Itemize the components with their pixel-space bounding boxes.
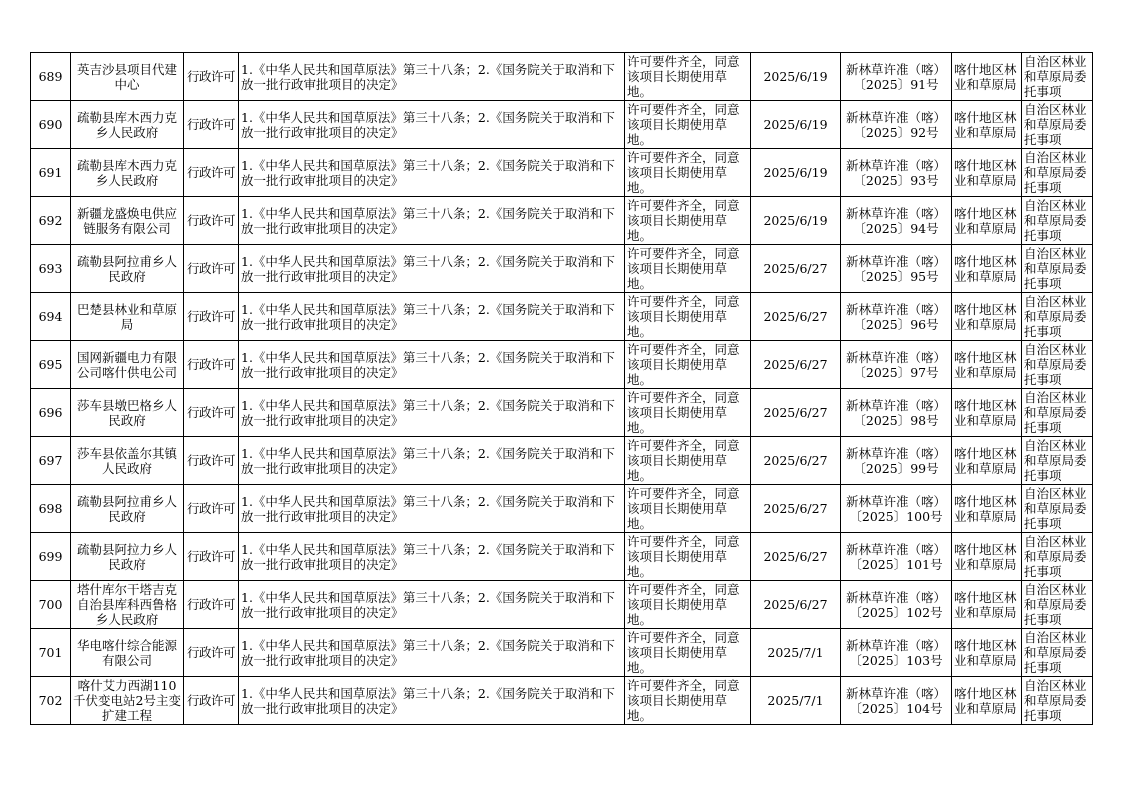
issuing-authority-cell: [952, 341, 1022, 389]
legal-basis-cell: [239, 101, 625, 149]
row-number: 693: [38, 261, 63, 276]
table-row: [31, 677, 1093, 725]
issuing-authority-cell: [952, 533, 1022, 581]
issuing-authority-cell: [952, 437, 1022, 485]
remark-cell: [1022, 341, 1093, 389]
decision-content-cell: [625, 389, 751, 437]
issuing-authority: 喀什地区林业和草原局: [954, 493, 1017, 524]
row-number: 695: [38, 357, 63, 372]
applicant-name: 塔什库尔干塔吉克自治县库科西鲁格乡人民政府: [76, 582, 177, 627]
permit-type: 行政许可: [186, 453, 235, 468]
decision-date-cell: [751, 533, 841, 581]
remark-cell: [1022, 149, 1093, 197]
decision-date: 2025/6/27: [763, 357, 828, 372]
document-number: 新林草许准（喀）〔2025〕102号: [845, 589, 946, 620]
applicant-name: 喀什艾力西湖110千伏变电站2号主变扩建工程: [73, 678, 181, 723]
table-row: [31, 581, 1093, 629]
document-number-cell: [841, 485, 952, 533]
remark: 自治区林业和草原局委托事项: [1024, 678, 1087, 723]
decision-date-cell: [751, 581, 841, 629]
decision-content-cell: [625, 341, 751, 389]
decision-content: 许可要件齐全，同意该项目长期使用草地。: [627, 102, 740, 147]
applicant-name: 莎车县墩巴格乡人民政府: [76, 397, 177, 428]
decision-date: 2025/6/27: [763, 597, 828, 612]
decision-date-cell: [751, 677, 841, 725]
applicant-name: 国网新疆电力有限公司喀什供电公司: [76, 349, 177, 380]
remark-cell: [1022, 245, 1093, 293]
decision-date-cell: [751, 485, 841, 533]
remark: 自治区林业和草原局委托事项: [1024, 150, 1087, 195]
row-number-cell: [31, 533, 71, 581]
remark: 自治区林业和草原局委托事项: [1024, 582, 1087, 627]
permit-type: 行政许可: [186, 693, 235, 708]
remark: 自治区林业和草原局委托事项: [1024, 198, 1087, 243]
applicant-name: 疏勒县库木西力克乡人民政府: [76, 109, 177, 140]
table-row: [31, 149, 1093, 197]
legal-basis: 1.《中华人民共和国草原法》第三十八条；2.《国务院关于取消和下放一批行政审批项目的决定》: [241, 253, 615, 284]
permit-type-cell: [184, 245, 239, 293]
applicant-name-cell: [71, 197, 184, 245]
legal-basis: 1.《中华人民共和国草原法》第三十八条；2.《国务院关于取消和下放一批行政审批项目的决定》: [241, 397, 615, 428]
permit-type: 行政许可: [186, 213, 235, 228]
decision-date-cell: [751, 53, 841, 101]
decision-content: 许可要件齐全，同意该项目长期使用草地。: [627, 486, 740, 531]
table-row: [31, 389, 1093, 437]
applicant-name: 疏勒县阿拉甫乡人民政府: [76, 253, 177, 284]
decision-date-cell: [751, 293, 841, 341]
decision-content: 许可要件齐全，同意该项目长期使用草地。: [627, 246, 740, 291]
permit-type: 行政许可: [186, 357, 235, 372]
row-number: 699: [38, 549, 63, 564]
issuing-authority: 喀什地区林业和草原局: [954, 109, 1017, 140]
applicant-name-cell: [71, 341, 184, 389]
table-row: [31, 485, 1093, 533]
issuing-authority: 喀什地区林业和草原局: [954, 205, 1017, 236]
legal-basis-cell: [239, 53, 625, 101]
row-number: 689: [38, 69, 63, 84]
document-number-cell: [841, 53, 952, 101]
issuing-authority: 喀什地区林业和草原局: [954, 541, 1017, 572]
table-row: [31, 53, 1093, 101]
document-number-cell: [841, 437, 952, 485]
issuing-authority: 喀什地区林业和草原局: [954, 61, 1017, 92]
permit-type: 行政许可: [186, 501, 235, 516]
remark-cell: [1022, 437, 1093, 485]
permit-type-cell: [184, 149, 239, 197]
applicant-name: 莎车县依盖尔其镇人民政府: [76, 445, 177, 476]
document-number-cell: [841, 101, 952, 149]
decision-content: 许可要件齐全，同意该项目长期使用草地。: [627, 342, 740, 387]
decision-date: 2025/6/27: [763, 405, 828, 420]
permit-type: 行政许可: [186, 261, 235, 276]
issuing-authority-cell: [952, 389, 1022, 437]
decision-content-cell: [625, 677, 751, 725]
decision-content-cell: [625, 485, 751, 533]
decision-content: 许可要件齐全，同意该项目长期使用草地。: [627, 54, 740, 99]
decision-date: 2025/6/27: [763, 453, 828, 468]
table-row: [31, 533, 1093, 581]
row-number-cell: [31, 149, 71, 197]
decision-content: 许可要件齐全，同意该项目长期使用草地。: [627, 390, 740, 435]
legal-basis: 1.《中华人民共和国草原法》第三十八条；2.《国务院关于取消和下放一批行政审批项目的决定》: [241, 109, 615, 140]
document-number: 新林草许准（喀）〔2025〕91号: [845, 61, 946, 92]
issuing-authority-cell: [952, 677, 1022, 725]
document-number-cell: [841, 197, 952, 245]
row-number-cell: [31, 629, 71, 677]
row-number: 697: [38, 453, 63, 468]
permit-type-cell: [184, 581, 239, 629]
row-number-cell: [31, 341, 71, 389]
table-body: [31, 53, 1093, 725]
applicant-name-cell: [71, 293, 184, 341]
row-number-cell: [31, 101, 71, 149]
table-row: [31, 245, 1093, 293]
legal-basis: 1.《中华人民共和国草原法》第三十八条；2.《国务院关于取消和下放一批行政审批项目的决定》: [241, 493, 615, 524]
decision-content: 许可要件齐全，同意该项目长期使用草地。: [627, 150, 740, 195]
remark: 自治区林业和草原局委托事项: [1024, 54, 1087, 99]
applicant-name-cell: [71, 677, 184, 725]
decision-date-cell: [751, 101, 841, 149]
row-number-cell: [31, 245, 71, 293]
row-number-cell: [31, 53, 71, 101]
document-number-cell: [841, 341, 952, 389]
permit-type: 行政许可: [186, 597, 235, 612]
applicant-name-cell: [71, 389, 184, 437]
permit-type: 行政许可: [186, 405, 235, 420]
row-number-cell: [31, 293, 71, 341]
legal-basis: 1.《中华人民共和国草原法》第三十八条；2.《国务院关于取消和下放一批行政审批项目的决定》: [241, 205, 615, 236]
remark: 自治区林业和草原局委托事项: [1024, 390, 1087, 435]
decision-content: 许可要件齐全，同意该项目长期使用草地。: [627, 582, 740, 627]
issuing-authority: 喀什地区林业和草原局: [954, 397, 1017, 428]
permit-type: 行政许可: [186, 549, 235, 564]
document-number: 新林草许准（喀）〔2025〕96号: [845, 301, 946, 332]
decision-content-cell: [625, 533, 751, 581]
document-number: 新林草许准（喀）〔2025〕92号: [845, 109, 946, 140]
issuing-authority-cell: [952, 485, 1022, 533]
applicant-name: 新疆龙盛焕电供应链服务有限公司: [76, 205, 177, 236]
issuing-authority: 喀什地区林业和草原局: [954, 589, 1017, 620]
applicant-name: 疏勒县阿拉力乡人民政府: [76, 541, 177, 572]
decision-content-cell: [625, 293, 751, 341]
document-number: 新林草许准（喀）〔2025〕103号: [845, 637, 946, 668]
permit-type-cell: [184, 293, 239, 341]
remark-cell: [1022, 581, 1093, 629]
permit-type: 行政许可: [186, 165, 235, 180]
row-number: 702: [38, 693, 63, 708]
issuing-authority-cell: [952, 293, 1022, 341]
decision-date-cell: [751, 149, 841, 197]
applicant-name-cell: [71, 53, 184, 101]
issuing-authority-cell: [952, 101, 1022, 149]
legal-basis: 1.《中华人民共和国草原法》第三十八条；2.《国务院关于取消和下放一批行政审批项目的决定》: [241, 637, 615, 668]
document-number: 新林草许准（喀）〔2025〕95号: [845, 253, 946, 284]
decision-content: 许可要件齐全，同意该项目长期使用草地。: [627, 534, 740, 579]
permit-type: 行政许可: [186, 309, 235, 324]
decision-date-cell: [751, 245, 841, 293]
remark-cell: [1022, 53, 1093, 101]
issuing-authority: 喀什地区林业和草原局: [954, 349, 1017, 380]
issuing-authority: 喀什地区林业和草原局: [954, 301, 1017, 332]
applicant-name: 英吉沙县项目代建中心: [76, 61, 177, 92]
legal-basis-cell: [239, 293, 625, 341]
applicant-name-cell: [71, 437, 184, 485]
applicant-name-cell: [71, 101, 184, 149]
remark: 自治区林业和草原局委托事项: [1024, 102, 1087, 147]
issuing-authority-cell: [952, 245, 1022, 293]
decision-content-cell: [625, 197, 751, 245]
remark-cell: [1022, 389, 1093, 437]
document-number: 新林草许准（喀）〔2025〕99号: [845, 445, 946, 476]
document-number: 新林草许准（喀）〔2025〕97号: [845, 349, 946, 380]
legal-basis-cell: [239, 533, 625, 581]
remark: 自治区林业和草原局委托事项: [1024, 294, 1087, 339]
row-number: 691: [38, 165, 63, 180]
document-number-cell: [841, 581, 952, 629]
decision-date-cell: [751, 437, 841, 485]
row-number-cell: [31, 197, 71, 245]
document-number-cell: [841, 245, 952, 293]
decision-date-cell: [751, 629, 841, 677]
decision-content: 许可要件齐全，同意该项目长期使用草地。: [627, 198, 740, 243]
row-number: 700: [38, 597, 63, 612]
permit-type-cell: [184, 677, 239, 725]
remark: 自治区林业和草原局委托事项: [1024, 630, 1087, 675]
legal-basis: 1.《中华人民共和国草原法》第三十八条；2.《国务院关于取消和下放一批行政审批项目的决定》: [241, 61, 615, 92]
legal-basis: 1.《中华人民共和国草原法》第三十八条；2.《国务院关于取消和下放一批行政审批项目的决定》: [241, 685, 615, 716]
table-row: [31, 101, 1093, 149]
decision-content: 许可要件齐全，同意该项目长期使用草地。: [627, 294, 740, 339]
row-number-cell: [31, 389, 71, 437]
issuing-authority-cell: [952, 53, 1022, 101]
row-number-cell: [31, 437, 71, 485]
decision-content-cell: [625, 245, 751, 293]
applicant-name-cell: [71, 629, 184, 677]
issuing-authority: 喀什地区林业和草原局: [954, 685, 1017, 716]
remark-cell: [1022, 677, 1093, 725]
decision-date-cell: [751, 341, 841, 389]
legal-basis: 1.《中华人民共和国草原法》第三十八条；2.《国务院关于取消和下放一批行政审批项目的决定》: [241, 301, 615, 332]
document-number: 新林草许准（喀）〔2025〕93号: [845, 157, 946, 188]
permit-type-cell: [184, 485, 239, 533]
issuing-authority-cell: [952, 581, 1022, 629]
legal-basis-cell: [239, 581, 625, 629]
remark-cell: [1022, 485, 1093, 533]
applicant-name-cell: [71, 245, 184, 293]
permit-table: [30, 52, 1093, 725]
document-number-cell: [841, 293, 952, 341]
decision-content: 许可要件齐全，同意该项目长期使用草地。: [627, 630, 740, 675]
permit-type-cell: [184, 101, 239, 149]
permit-type-cell: [184, 629, 239, 677]
legal-basis-cell: [239, 149, 625, 197]
row-number-cell: [31, 677, 71, 725]
legal-basis-cell: [239, 245, 625, 293]
applicant-name: 巴楚县林业和草原局: [76, 301, 177, 332]
document-number-cell: [841, 149, 952, 197]
decision-content: 许可要件齐全，同意该项目长期使用草地。: [627, 438, 740, 483]
permit-type: 行政许可: [186, 117, 235, 132]
table-row: [31, 293, 1093, 341]
row-number: 701: [38, 645, 63, 660]
issuing-authority: 喀什地区林业和草原局: [954, 253, 1017, 284]
row-number: 696: [38, 405, 63, 420]
document-number: 新林草许准（喀）〔2025〕104号: [845, 685, 946, 716]
applicant-name: 华电喀什综合能源有限公司: [76, 637, 177, 668]
applicant-name-cell: [71, 485, 184, 533]
remark-cell: [1022, 629, 1093, 677]
decision-date: 2025/7/1: [767, 645, 824, 660]
legal-basis-cell: [239, 197, 625, 245]
remark: 自治区林业和草原局委托事项: [1024, 438, 1087, 483]
permit-type-cell: [184, 197, 239, 245]
decision-content: 许可要件齐全，同意该项目长期使用草地。: [627, 678, 740, 723]
table-row: [31, 197, 1093, 245]
legal-basis-cell: [239, 341, 625, 389]
table-row: [31, 341, 1093, 389]
permit-type-cell: [184, 389, 239, 437]
decision-date: 2025/6/27: [763, 549, 828, 564]
decision-date: 2025/6/19: [763, 69, 828, 84]
document-number-cell: [841, 677, 952, 725]
row-number: 694: [38, 309, 63, 324]
legal-basis-cell: [239, 485, 625, 533]
row-number: 690: [38, 117, 63, 132]
decision-content-cell: [625, 629, 751, 677]
decision-date-cell: [751, 197, 841, 245]
legal-basis-cell: [239, 437, 625, 485]
issuing-authority: 喀什地区林业和草原局: [954, 637, 1017, 668]
permit-type-cell: [184, 341, 239, 389]
decision-content-cell: [625, 149, 751, 197]
decision-content-cell: [625, 581, 751, 629]
issuing-authority-cell: [952, 149, 1022, 197]
applicant-name-cell: [71, 149, 184, 197]
document-number-cell: [841, 389, 952, 437]
decision-date: 2025/6/27: [763, 501, 828, 516]
issuing-authority: 喀什地区林业和草原局: [954, 157, 1017, 188]
table-row: [31, 629, 1093, 677]
document-number: 新林草许准（喀）〔2025〕98号: [845, 397, 946, 428]
issuing-authority-cell: [952, 197, 1022, 245]
decision-date: 2025/6/19: [763, 165, 828, 180]
legal-basis: 1.《中华人民共和国草原法》第三十八条；2.《国务院关于取消和下放一批行政审批项目的决定》: [241, 589, 615, 620]
permit-type: 行政许可: [186, 69, 235, 84]
row-number: 698: [38, 501, 63, 516]
issuing-authority-cell: [952, 629, 1022, 677]
applicant-name-cell: [71, 533, 184, 581]
applicant-name: 疏勒县阿拉甫乡人民政府: [76, 493, 177, 524]
document-number: 新林草许准（喀）〔2025〕100号: [845, 493, 946, 524]
document-number: 新林草许准（喀）〔2025〕101号: [845, 541, 946, 572]
remark-cell: [1022, 533, 1093, 581]
legal-basis: 1.《中华人民共和国草原法》第三十八条；2.《国务院关于取消和下放一批行政审批项目的决定》: [241, 349, 615, 380]
row-number: 692: [38, 213, 63, 228]
remark: 自治区林业和草原局委托事项: [1024, 246, 1087, 291]
decision-date: 2025/7/1: [767, 693, 824, 708]
legal-basis: 1.《中华人民共和国草原法》第三十八条；2.《国务院关于取消和下放一批行政审批项目的决定》: [241, 157, 615, 188]
decision-date: 2025/6/19: [763, 117, 828, 132]
decision-date: 2025/6/27: [763, 309, 828, 324]
legal-basis: 1.《中华人民共和国草原法》第三十八条；2.《国务院关于取消和下放一批行政审批项目的决定》: [241, 541, 615, 572]
remark-cell: [1022, 101, 1093, 149]
row-number-cell: [31, 485, 71, 533]
remark: 自治区林业和草原局委托事项: [1024, 342, 1087, 387]
decision-date: 2025/6/27: [763, 261, 828, 276]
legal-basis-cell: [239, 677, 625, 725]
document-number: 新林草许准（喀）〔2025〕94号: [845, 205, 946, 236]
remark: 自治区林业和草原局委托事项: [1024, 534, 1087, 579]
decision-date: 2025/6/19: [763, 213, 828, 228]
remark-cell: [1022, 293, 1093, 341]
permit-type: 行政许可: [186, 645, 235, 660]
decision-content-cell: [625, 53, 751, 101]
remark: 自治区林业和草原局委托事项: [1024, 486, 1087, 531]
permit-type-cell: [184, 437, 239, 485]
legal-basis-cell: [239, 629, 625, 677]
table-row: [31, 437, 1093, 485]
decision-date-cell: [751, 389, 841, 437]
document-number-cell: [841, 629, 952, 677]
row-number-cell: [31, 581, 71, 629]
issuing-authority: 喀什地区林业和草原局: [954, 445, 1017, 476]
decision-content-cell: [625, 101, 751, 149]
applicant-name-cell: [71, 581, 184, 629]
decision-content-cell: [625, 437, 751, 485]
permit-type-cell: [184, 533, 239, 581]
applicant-name: 疏勒县库木西力克乡人民政府: [76, 157, 177, 188]
permit-type-cell: [184, 53, 239, 101]
legal-basis-cell: [239, 389, 625, 437]
legal-basis: 1.《中华人民共和国草原法》第三十八条；2.《国务院关于取消和下放一批行政审批项目的决定》: [241, 445, 615, 476]
remark-cell: [1022, 197, 1093, 245]
document-number-cell: [841, 533, 952, 581]
